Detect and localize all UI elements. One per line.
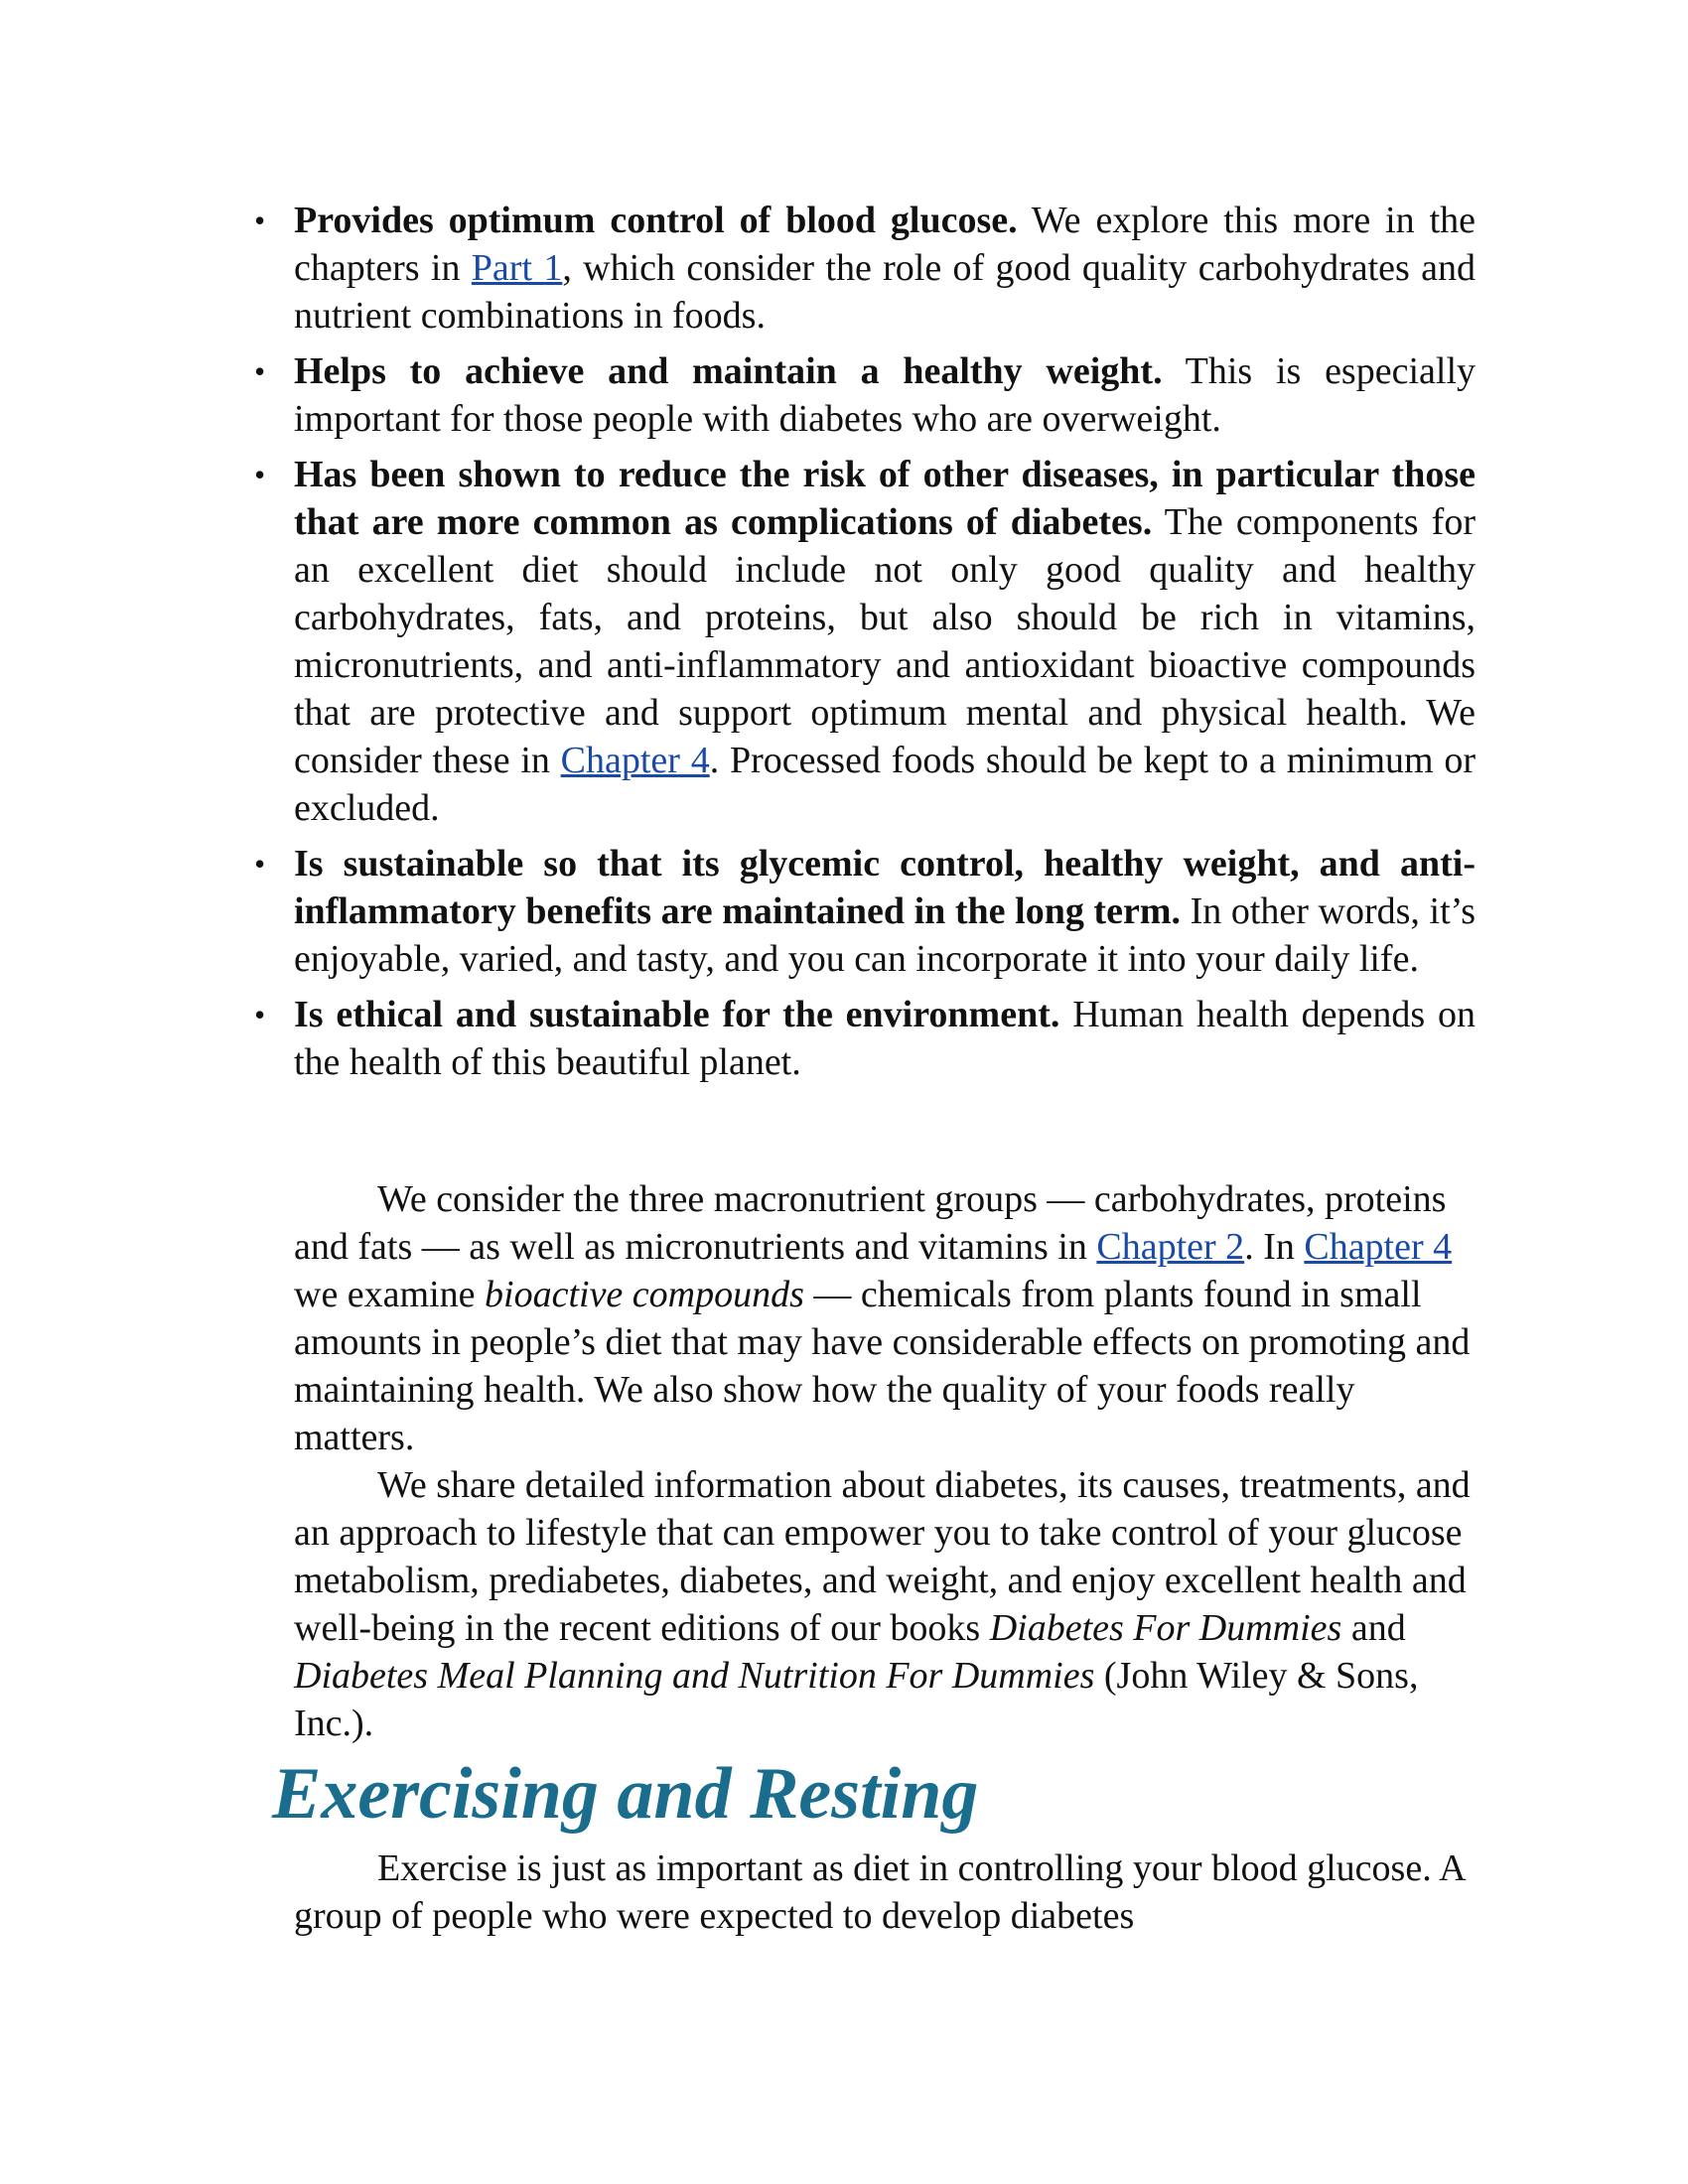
list-item [294, 197, 1476, 340]
book-title: Diabetes For Dummies [989, 1607, 1342, 1649]
chapter-4-link[interactable]: Chapter 4 [560, 740, 710, 781]
paragraph-text: We consider the three macronutrient groups — carbohydrates, proteins and fats — as well as micronutrients and vitamins in [294, 1178, 1447, 1268]
list-item-lead: Is sustainable so that its glycemic control, healthy weight, and anti-inflammatory benefits are maintained in the long term. [294, 843, 1476, 932]
list-item-text: We explore this more in the chapters in [294, 200, 1476, 289]
diet-benefits-list [294, 197, 1476, 1094]
body-text-section [294, 1175, 1476, 1747]
list-item-lead: Has been shown to reduce the risk of other diseases, in particular those that are more common as complications of diabetes. [294, 454, 1476, 543]
body-text-section [294, 1844, 1476, 1940]
chapter-2-link[interactable]: Chapter 2 [1096, 1226, 1245, 1268]
section-heading: Exercising and Resting [272, 1753, 979, 1835]
list-item-text: Human health depends on the health of this beautiful planet. [294, 994, 1477, 1083]
chapter-4-link[interactable]: Chapter 4 [1304, 1226, 1453, 1268]
list-item-text: In other words, it’s enjoyable, varied, and tasty, and you can incorporate it into your daily life. [294, 890, 1477, 980]
paragraph-text: and [1341, 1607, 1406, 1649]
paragraph-text: (John Wiley & Sons, Inc.). [294, 1655, 1419, 1744]
paragraph-text: — chemicals from plants found in small amounts in people’s diet that may have considerable effects on promoting and maintaining health. We also show how the quality of your foods really matters. [294, 1274, 1471, 1458]
list-item-text: The components for an excellent diet should include not only good quality and healthy carbohydrates, fats, and proteins, but also should be rich in vitamins, micronutrients, and anti-inflammatory and antioxidant bioactive compounds that are protective and support optimum mental and physical health. We consider these in [294, 501, 1476, 781]
list-item-text: . Processed foods should be kept to a minimum or excluded. [294, 740, 1476, 829]
paragraph-macronutrients [294, 1175, 1476, 1461]
paragraph-emphasis: bioactive compounds [485, 1274, 804, 1315]
paragraph-exercise: Exercise is just as important as diet in controlling your blood glucose. A group of people who were expected to develop diabetes [294, 1847, 1465, 1937]
paragraph-text: We share detailed information about diabetes, its causes, treatments, and an approach to lifestyle that can empower you to take control of your glucose metabolism, prediabetes, diabetes, and weight, and enjoy excellent health and well-being in the recent editions of our books [294, 1464, 1471, 1649]
part-1-link[interactable]: Part 1 [471, 247, 563, 289]
book-title: Diabetes Meal Planning and Nutrition For Dummies [294, 1655, 1095, 1697]
list-item-lead: Helps to achieve and maintain a healthy weight. [294, 350, 1163, 392]
paragraph-text: we examine [294, 1274, 486, 1315]
list-item-text: , which consider the role of good quality carbohydrates and nutrient combinations in foods. [294, 247, 1477, 337]
paragraph-books [294, 1461, 1476, 1747]
list-item-lead: Provides optimum control of blood glucose. [294, 200, 1018, 241]
list-item [294, 991, 1476, 1086]
list-item-text: This is especially important for those people with diabetes who are overweight. [294, 350, 1476, 440]
paragraph-text: . In [1244, 1226, 1305, 1268]
list-item [294, 347, 1476, 443]
list-item [294, 840, 1476, 983]
list-item-lead: Is ethical and sustainable for the environment. [294, 994, 1060, 1035]
list-item [294, 451, 1476, 832]
